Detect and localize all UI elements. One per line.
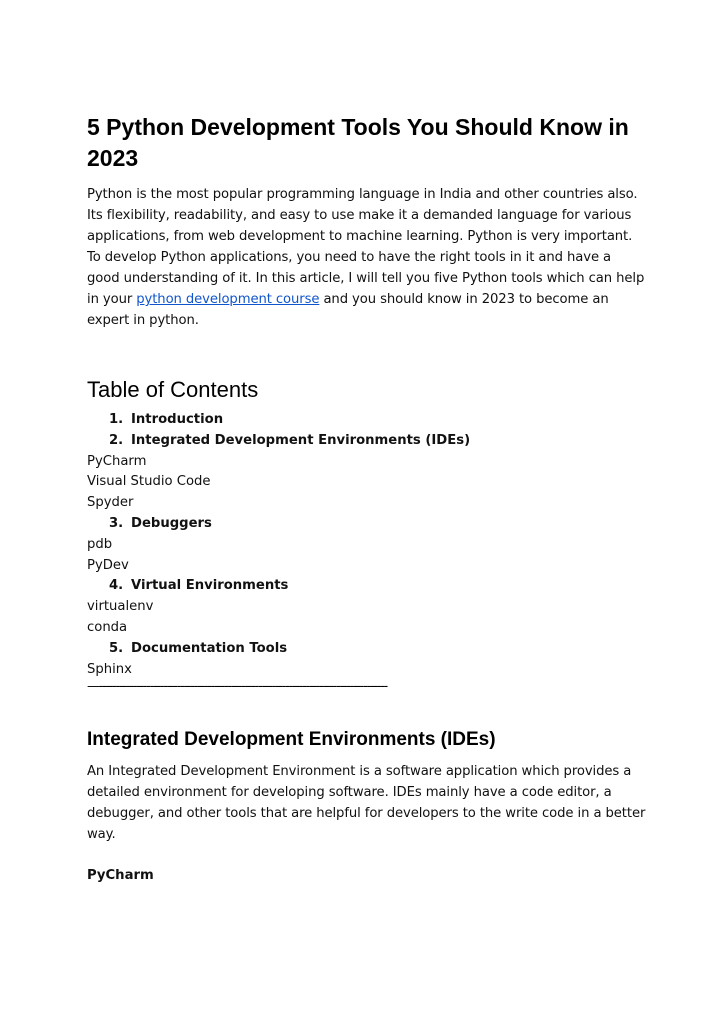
toc-subitem-conda: conda: [87, 619, 128, 635]
article-title: 5 Python Development Tools You Should Know in 2023: [87, 114, 629, 171]
toc-item-ides: [87, 431, 647, 452]
ide-section-body: An Integrated Development Environment is a software application which provides a detailed environment for developing software. IDEs mainly have a code editor, a debugger, and other tools that are helpful for developers to the write code in a better way.: [87, 764, 646, 843]
toc-item-number: 1.: [109, 412, 124, 427]
toc-item-number: 2.: [109, 432, 124, 448]
toc-item-documentation-tools: [87, 639, 647, 660]
toc-item-label: Documentation Tools: [131, 640, 288, 656]
toc-item-label: Introduction: [131, 412, 224, 427]
toc-subitem-sphinx: Sphinx: [87, 661, 132, 677]
pycharm-subheading: PyCharm: [87, 868, 154, 884]
toc-subitem-visual-studio-code: Visual Studio Code: [87, 474, 211, 490]
toc-subitem-virtualenv: virtualenv: [87, 599, 154, 615]
toc-item-label: Debuggers: [131, 515, 212, 531]
toc-item-number: 5.: [109, 640, 124, 656]
ide-section-heading: Integrated Development Environments (IDEs): [87, 729, 496, 751]
intro-paragraph: [87, 184, 647, 331]
python-development-course-link[interactable]: python development course: [136, 292, 320, 307]
toc-item-virtual-environments: [87, 576, 647, 597]
intro-text-before-link: Python is the most popular programming language in India and other countries also. Its flexibility, readability, and easy to use make it a demanded language for various applications, from web development to machine learning. Python is very important. To develop Python applications, you need to have the right tools in it and have a good understanding of it. In this article, I will tell you five Python tools which can help in your: [87, 187, 645, 307]
toc-item-number: 3.: [109, 515, 124, 531]
intro-text-after-link: and you should know in 2023 to become an expert in python.: [87, 292, 609, 328]
toc-subitem-pycharm: PyCharm: [87, 453, 147, 469]
toc-item-label: Virtual Environments: [131, 578, 289, 594]
separator-line: —-------------------------------------------------------------------------------------: [87, 680, 387, 695]
toc-subitem-spyder: Spyder: [87, 495, 134, 511]
toc-item-number: 4.: [109, 578, 124, 594]
toc-heading: Table of Contents: [87, 377, 259, 402]
toc-item-label: Integrated Development Environments (IDEs): [131, 432, 471, 448]
toc-item-introduction: [87, 410, 647, 431]
toc-subitem-pydev: PyDev: [87, 557, 129, 573]
toc-item-debuggers: [87, 514, 647, 535]
document-page: [87, 112, 647, 886]
table-of-contents: [87, 410, 647, 694]
toc-subitem-pdb: pdb: [87, 536, 113, 552]
